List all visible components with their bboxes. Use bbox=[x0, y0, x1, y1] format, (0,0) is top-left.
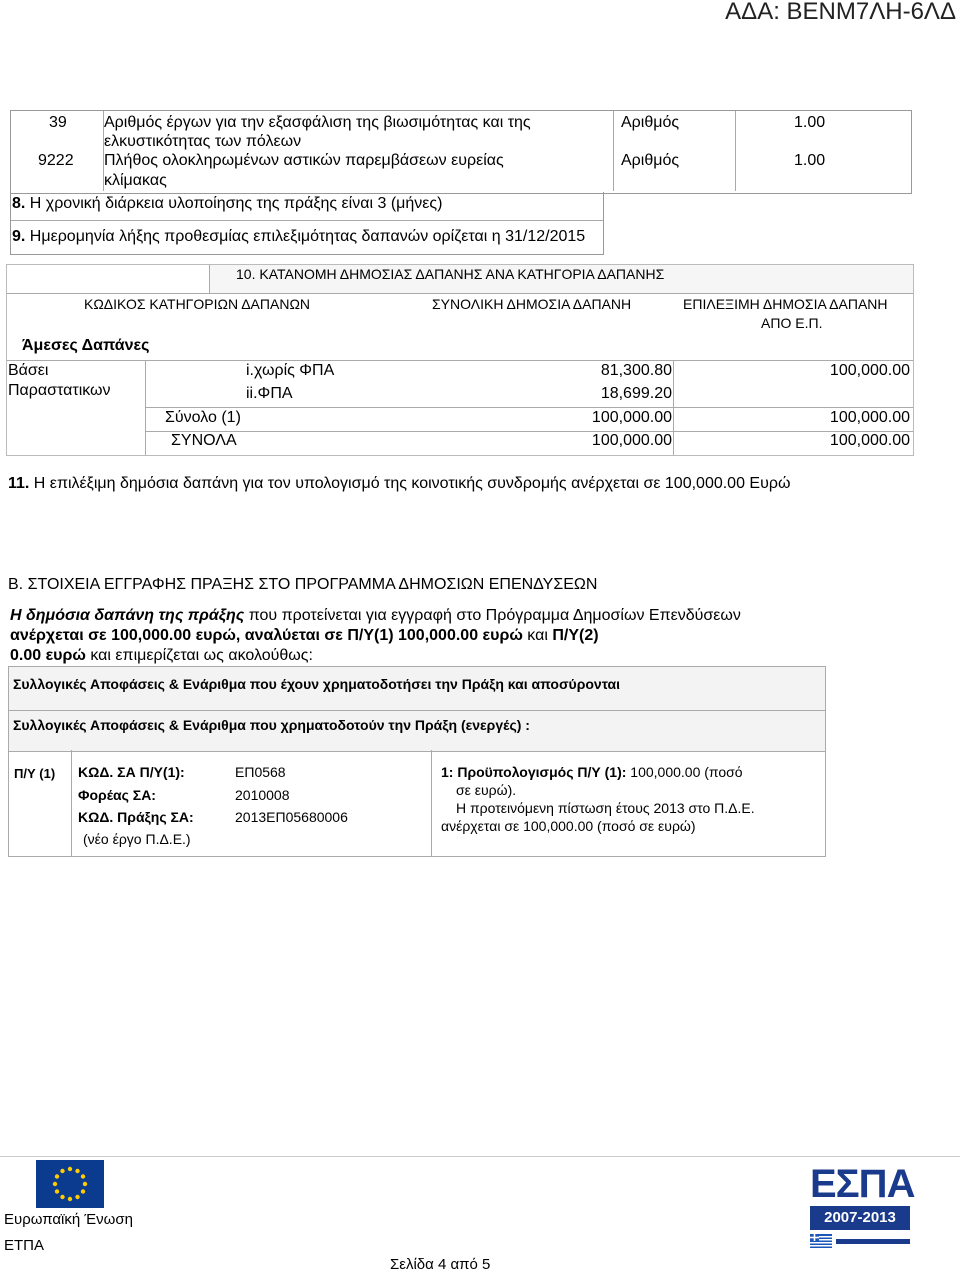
indicator-desc: Πλήθος ολοκληρωμένων αστικών παρεμβάσεων ευρείας bbox=[104, 152, 504, 169]
budget-label: Π/Υ (1) bbox=[14, 766, 56, 781]
indicator-code: 39 bbox=[49, 114, 67, 131]
footer-divider bbox=[0, 1156, 960, 1157]
row-total: 18,699.20 bbox=[600, 385, 672, 402]
row-eligible: 100,000.00 bbox=[829, 362, 910, 379]
section-b-p3: 0.00 ευρώ και επιμερίζεται ως ακολούθως: bbox=[10, 647, 313, 664]
credit-amount: ανέρχεται σε 100,000.00 (ποσό σε ευρώ) bbox=[441, 818, 696, 834]
totals-eligible: 100,000.00 bbox=[829, 432, 910, 449]
greek-flag-icon bbox=[810, 1234, 832, 1248]
col-header-eligible: ΕΠΙΛΕΞΙΜΗ ΔΗΜΟΣΙΑ ΔΑΠΑΝΗ bbox=[683, 296, 888, 312]
page-number: Σελίδα 4 από 5 bbox=[390, 1256, 491, 1273]
item-9: 9. Ημερομηνία λήξης προθεσμίας επιλεξιμότητας δαπανών ορίζεται η 31/12/2015 bbox=[12, 228, 586, 245]
withdrawn-decisions-box: Συλλογικές Αποφάσεις & Ενάριθμα που έχουν χρηματοδοτήσει την Πράξη και αποσύρονται bbox=[8, 666, 826, 712]
subtotal-eligible: 100,000.00 bbox=[829, 409, 910, 426]
indicator-desc: Αριθμός έργων για την εξασφάλιση της βιωσιμότητας και της bbox=[104, 114, 531, 131]
eu-flag-icon bbox=[36, 1160, 104, 1208]
section-b-p2: ανέρχεται σε 100,000.00 ευρώ, αναλύεται σε Π/Υ(1) 100,000.00 ευρώ και Π/Υ(2) bbox=[10, 627, 599, 644]
row-total: 81,300.80 bbox=[600, 362, 672, 379]
totals-total: 100,000.00 bbox=[591, 432, 672, 449]
totals-label: ΣΥΝΟΛΑ bbox=[171, 432, 237, 449]
indicator-desc-cont: κλίμακας bbox=[104, 172, 167, 189]
budget-amount-cont: σε ευρώ). bbox=[456, 782, 517, 798]
sa-code-value: ΕΠ0568 bbox=[235, 764, 286, 780]
ada-code: ΑΔΑ: ΒΕΝΜ7ΛΗ-6ΛΔ bbox=[725, 0, 956, 25]
col-header-category: ΚΩΔΙΚΟΣ ΚΑΤΗΓΟΡΙΩΝ ΔΑΠΑΝΩΝ bbox=[84, 296, 311, 312]
credit-note: Η προτεινόμενη πίστωση έτους 2013 στο Π.Δ.Ε. bbox=[456, 800, 755, 816]
item-8: 8. Η χρονική διάρκεια υλοποίησης της πράξης είναι 3 (μήνες) bbox=[12, 195, 443, 212]
indicator-code: 9222 bbox=[38, 152, 74, 169]
indicator-value: 1.00 bbox=[794, 114, 826, 131]
active-decisions-box: Συλλογικές Αποφάσεις & Ενάριθμα που χρηματοδοτούν την Πράξη (ενεργές) : bbox=[8, 710, 826, 752]
indicator-unit: Αριθμός bbox=[621, 114, 680, 131]
item-11: 11. Η επιλέξιμη δημόσια δαπάνη για τον υπολογισμό της κοινοτικής συνδρομής ανέρχεται σε 100,000.00 Ευρώ bbox=[8, 475, 791, 492]
budget-amount: 1: Προϋπολογισμός Π/Υ (1): 100,000.00 (ποσό bbox=[441, 764, 743, 780]
sa-code-label: ΚΩΔ. ΣΑ Π/Υ(1): bbox=[78, 764, 185, 780]
subtotal-total: 100,000.00 bbox=[591, 409, 672, 426]
basis-label-cont: Παραστατικων bbox=[8, 382, 111, 399]
row-label: i.χωρίς ΦΠΑ bbox=[246, 362, 335, 379]
section-b-title: Β. ΣΤΟΙΧΕΙΑ ΕΓΓΡΑΦΗΣ ΠΡΑΞΗΣ ΣΤΟ ΠΡΟΓΡΑΜΜΑ ΔΗΜΟΣΙΩΝ ΕΠΕΝΔΥΣΕΩΝ bbox=[8, 576, 598, 593]
section-10-title: 10. ΚΑΤΑΝΟΜΗ ΔΗΜΟΣΙΑΣ ΔΑΠΑΝΗΣ ΑΝΑ ΚΑΤΗΓΟΡΙΑ ΔΑΠΑΝΗΣ bbox=[236, 266, 665, 282]
new-project-note: (νέο έργο Π.Δ.Ε.) bbox=[83, 831, 191, 847]
subtotal-label: Σύνολο (1) bbox=[165, 409, 241, 426]
eu-label: Ευρωπαϊκή Ένωση bbox=[4, 1211, 133, 1228]
indicator-desc-cont: ελκυστικότητας των πόλεων bbox=[104, 133, 302, 150]
col-header-total: ΣΥΝΟΛΙΚΗ ΔΗΜΟΣΙΑ ΔΑΠΑΝΗ bbox=[432, 296, 632, 312]
sa-body-value: 2010008 bbox=[235, 787, 290, 803]
espa-logo: ΕΣΠΑ 2007-2013 bbox=[810, 1164, 910, 1254]
col-header-eligible-cont: ΑΠΟ Ε.Π. bbox=[761, 315, 823, 331]
section-b-p1: Η δημόσια δαπάνη της πράξης που προτείνεται για εγγραφή στο Πρόγραμμα Δημοσίων Επενδύσεων bbox=[10, 607, 741, 624]
row-label: ii.ΦΠΑ bbox=[246, 385, 293, 402]
section-10-table bbox=[6, 264, 914, 456]
project-code-value: 2013ΕΠ05680006 bbox=[235, 809, 348, 825]
erdf-label: ΕΤΠΑ bbox=[4, 1237, 45, 1254]
basis-label: Βάσει bbox=[8, 362, 49, 379]
project-code-label: ΚΩΔ. Πράξης ΣΑ: bbox=[78, 809, 194, 825]
indicator-unit: Αριθμός bbox=[621, 152, 680, 169]
indicator-value: 1.00 bbox=[794, 152, 826, 169]
sa-body-label: Φορέας ΣΑ: bbox=[78, 787, 156, 803]
direct-costs-label: Άμεσες Δαπάνες bbox=[22, 337, 150, 354]
